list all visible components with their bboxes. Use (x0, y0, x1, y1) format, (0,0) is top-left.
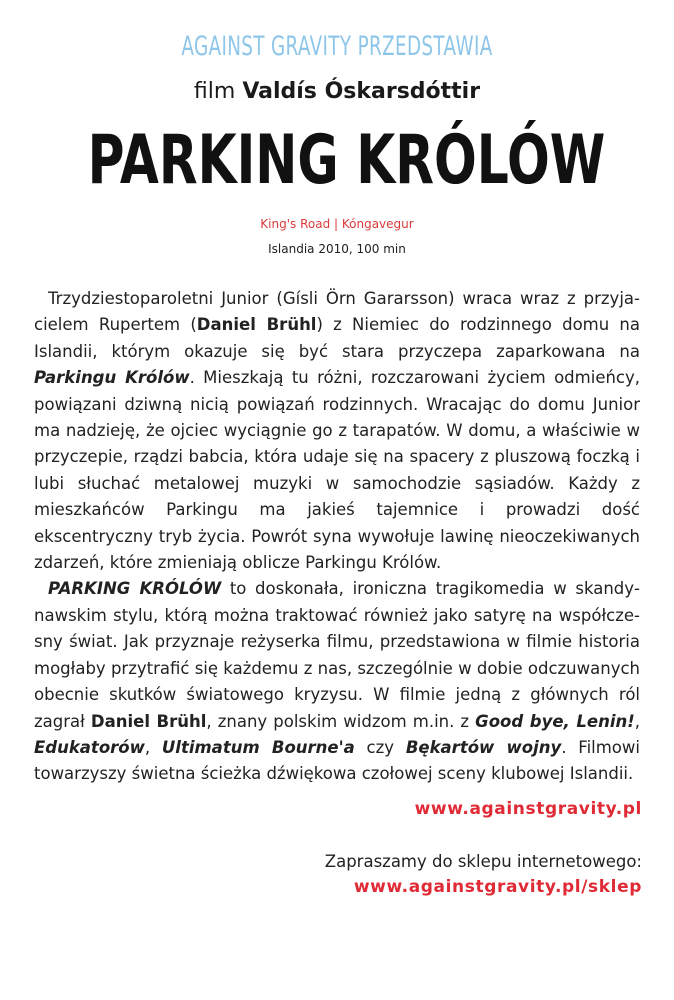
bold-name-1: Daniel Brühl (196, 315, 317, 335)
shop-invite-text: Zapraszamy do sklepu internetowego: (324, 852, 642, 871)
film-meta: Islandia 2010, 100 min (268, 242, 406, 256)
website-link[interactable]: www.againstgravity.pl (414, 799, 642, 819)
director-name: Valdís Óskarsdóttir (242, 79, 481, 104)
emphasized-title-3: Parkingu Królów (34, 368, 190, 388)
emphasized-title-0: PARKING KRÓLÓW (48, 579, 222, 599)
director-line (0, 77, 674, 107)
emphasized-title-8: Ultimatum Bourne'a (161, 737, 355, 757)
bold-name-2: Daniel Brühl (90, 711, 207, 731)
film-title: PARKING KRÓLÓW (87, 121, 606, 200)
synopsis (34, 286, 640, 788)
emphasized-title-4: Good bye, Lenin! (475, 711, 635, 731)
film-prefix: film (193, 79, 236, 104)
synopsis-paragraph-2: PARKING KRÓLÓW to doskonała, ironiczna tragikomedia w skandynawskim stylu, którą można traktować również jako satyrę na współczesny świat. Jak przyznaje reżyserka filmu, przedstawiona w filmie historia mogłaby przytrafić się każdemu z nas, szczególnie w dobie odczuwanych obecnie skutków światowego kryzysu. W filmie jedną z głównych ról zagrał Daniel Brühl, znany polskim widzom m.in. z Good bye, Lenin!, Edukatorów, Ultimatum Bourne'a czy Bękartów wojny. Filmowi towarzyszy świetna ścieżka dźwiękowa czołowej sceny klubowej Islandii. (34, 579, 641, 784)
emphasized-title-6: Edukatorów (34, 737, 145, 757)
alternate-titles: King's Road | Kóngavegur (260, 217, 414, 231)
shop-link[interactable]: www.againstgravity.pl/sklep (353, 877, 642, 897)
presents-line: AGAINST GRAVITY PRZEDSTAWIA (181, 31, 493, 62)
emphasized-title-10: Bękartów wojny (405, 737, 562, 757)
synopsis-paragraph-1: Trzydziestoparoletni Junior (Gísli Örn Gararsson) wraca wraz z przyjacielem Rupertem (Daniel Brühl) z Niemiec do rodzinnego domu na Islandii, którym okazuje się być stara przyczepa zaparkowana na Parkingu Królów. Mieszkają tu różni, rozczarowani życiem odmieńcy, powiązani dziwną nicią powiązań rodzinnych. Wracając do domu Junior ma nadzieję, że ojciec wyciągnie go z tarapatów. W domu, a właściwie w przyczepie, rządzi babcia, która udaje się na spacery z pluszową foczką i lubi słuchać metalowej muzyki w samochodzie sąsiadów. Każdy z mieszkańców Parkingu ma jakieś tajemnice i prowadzi dość ekscentryczny tryb życia. Powrót syna wywołuje lawinę nieoczekiwanych zdarzeń, które zmieniają oblicze Parkingu Królów. (34, 289, 641, 573)
